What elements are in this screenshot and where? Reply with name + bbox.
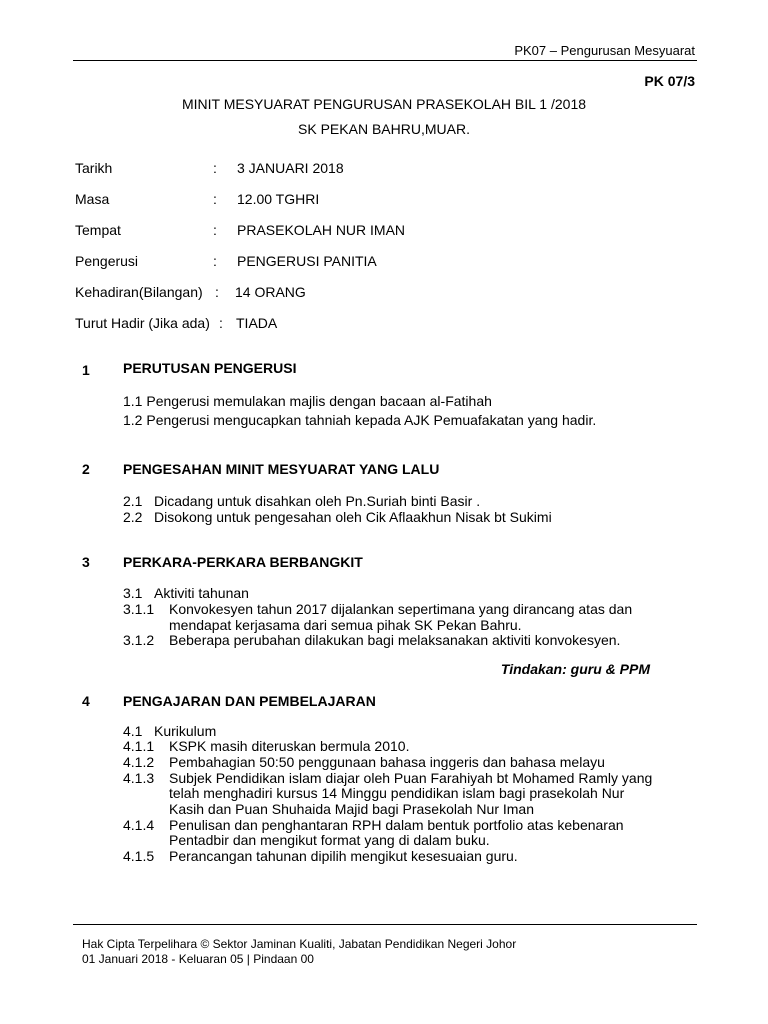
meta-label: Kehadiran(Bilangan) <box>75 284 203 300</box>
meta-value: 3 JANUARI 2018 <box>237 160 344 176</box>
item-text: Dicadang untuk disahkan oleh Pn.Suriah binti Basir . <box>154 493 481 509</box>
meta-value: PENGERUSI PANITIA <box>237 253 377 269</box>
document-reference: PK07 – Pengurusan Mesyuarat <box>514 43 695 58</box>
copyright-notice: Hak Cipta Terpelihara © Sektor Jaminan Kualiti, Jabatan Pendidikan Negeri Johor <box>82 937 517 951</box>
section-number: 3 <box>82 554 90 570</box>
section-title: PERUTUSAN PENGERUSI <box>123 360 297 376</box>
item-number: 4.1 <box>123 723 143 739</box>
item-number: 4.1.2 <box>123 754 155 770</box>
item-text: Beberapa perubahan dilakukan bagi melaksanakan aktiviti konvokesyen. <box>169 632 621 648</box>
item-text: Aktiviti tahunan <box>154 585 249 601</box>
revision-info: 01 Januari 2018 - Keluaran 05 | Pindaan 00 <box>82 952 314 966</box>
item-number: 2.2 <box>123 509 143 525</box>
item-text-continued: Kasih dan Puan Shuhaida Majid bagi Prasekolah Nur Iman <box>169 801 535 817</box>
section-number: 1 <box>82 362 90 378</box>
item-number: 4.1.1 <box>123 738 155 754</box>
item-number: 4.1.3 <box>123 770 155 786</box>
meta-separator: : <box>213 253 217 269</box>
item-text: Penulisan dan penghantaran RPH dalam bentuk portfolio atas kebenaran <box>169 817 624 833</box>
meta-value: 12.00 TGHRI <box>237 191 320 207</box>
meta-label: Pengerusi <box>75 253 139 269</box>
item-text: Konvokesyen tahun 2017 dijalankan sepertimana yang dirancang atas dan <box>169 601 633 617</box>
item-number: 3.1 <box>123 585 143 601</box>
meta-label: Tempat <box>75 222 121 238</box>
header-divider <box>73 60 697 61</box>
meta-separator: : <box>213 191 217 207</box>
action-note: Tindakan: guru & PPM <box>500 661 650 677</box>
meta-separator: : <box>213 222 217 238</box>
meta-separator: : <box>213 160 217 176</box>
meta-value: PRASEKOLAH NUR IMAN <box>237 222 406 238</box>
section-title: PENGESAHAN MINIT MESYUARAT YANG LALU <box>123 461 440 477</box>
item-number: 4.1.4 <box>123 817 155 833</box>
item-text-continued: mendapat kerjasama dari semua pihak SK Pekan Bahru. <box>169 617 522 633</box>
item-number: 4.1.5 <box>123 848 155 864</box>
minute-line: 1.2 Pengerusi mengucapkan tahniah kepada AJK Pemuafakatan yang hadir. <box>123 412 597 428</box>
meta-label: Masa <box>75 191 110 207</box>
item-number: 3.1.2 <box>123 632 155 648</box>
meta-separator: : <box>215 284 219 300</box>
item-text: Subjek Pendidikan islam diajar oleh Puan Farahiyah bt Mohamed Ramly yang <box>169 770 653 786</box>
item-number: 2.1 <box>123 493 143 509</box>
item-text-continued: Pentadbir dan mengikut format yang di dalam buku. <box>169 832 490 848</box>
item-text: KSPK masih diteruskan bermula 2010. <box>169 738 410 754</box>
section-title: PENGAJARAN DAN PEMBELAJARAN <box>123 693 376 709</box>
item-number: 3.1.1 <box>123 601 155 617</box>
meta-label: Tarikh <box>75 160 113 176</box>
item-text-continued: telah menghadiri kursus 14 Minggu pendidikan islam bagi prasekolah Nur <box>169 785 625 801</box>
section-number: 2 <box>82 461 90 477</box>
meta-label: Turut Hadir (Jika ada) <box>75 315 210 331</box>
item-text: Kurikulum <box>154 723 217 739</box>
item-text: Perancangan tahunan dipilih mengikut kesesuaian guru. <box>169 848 518 864</box>
item-text: Pembahagian 50:50 penggunaan bahasa inggeris dan bahasa melayu <box>169 754 605 770</box>
footer-divider <box>73 924 697 925</box>
page-title: MINIT MESYUARAT PENGURUSAN PRASEKOLAH BIL 1 /2018 <box>181 96 587 112</box>
section-number: 4 <box>82 693 90 709</box>
meta-separator: : <box>219 315 223 331</box>
meta-value: 14 ORANG <box>235 284 306 300</box>
minute-line: 1.1 Pengerusi memulakan majlis dengan bacaan al-Fatihah <box>123 393 492 409</box>
form-code: PK 07/3 <box>644 73 695 89</box>
section-title: PERKARA-PERKARA BERBANGKIT <box>123 554 363 570</box>
meta-value: TIADA <box>236 315 278 331</box>
item-text: Disokong untuk pengesahan oleh Cik Aflaakhun Nisak bt Sukimi <box>154 509 552 525</box>
page-subtitle: SK PEKAN BAHRU,MUAR. <box>298 121 470 137</box>
